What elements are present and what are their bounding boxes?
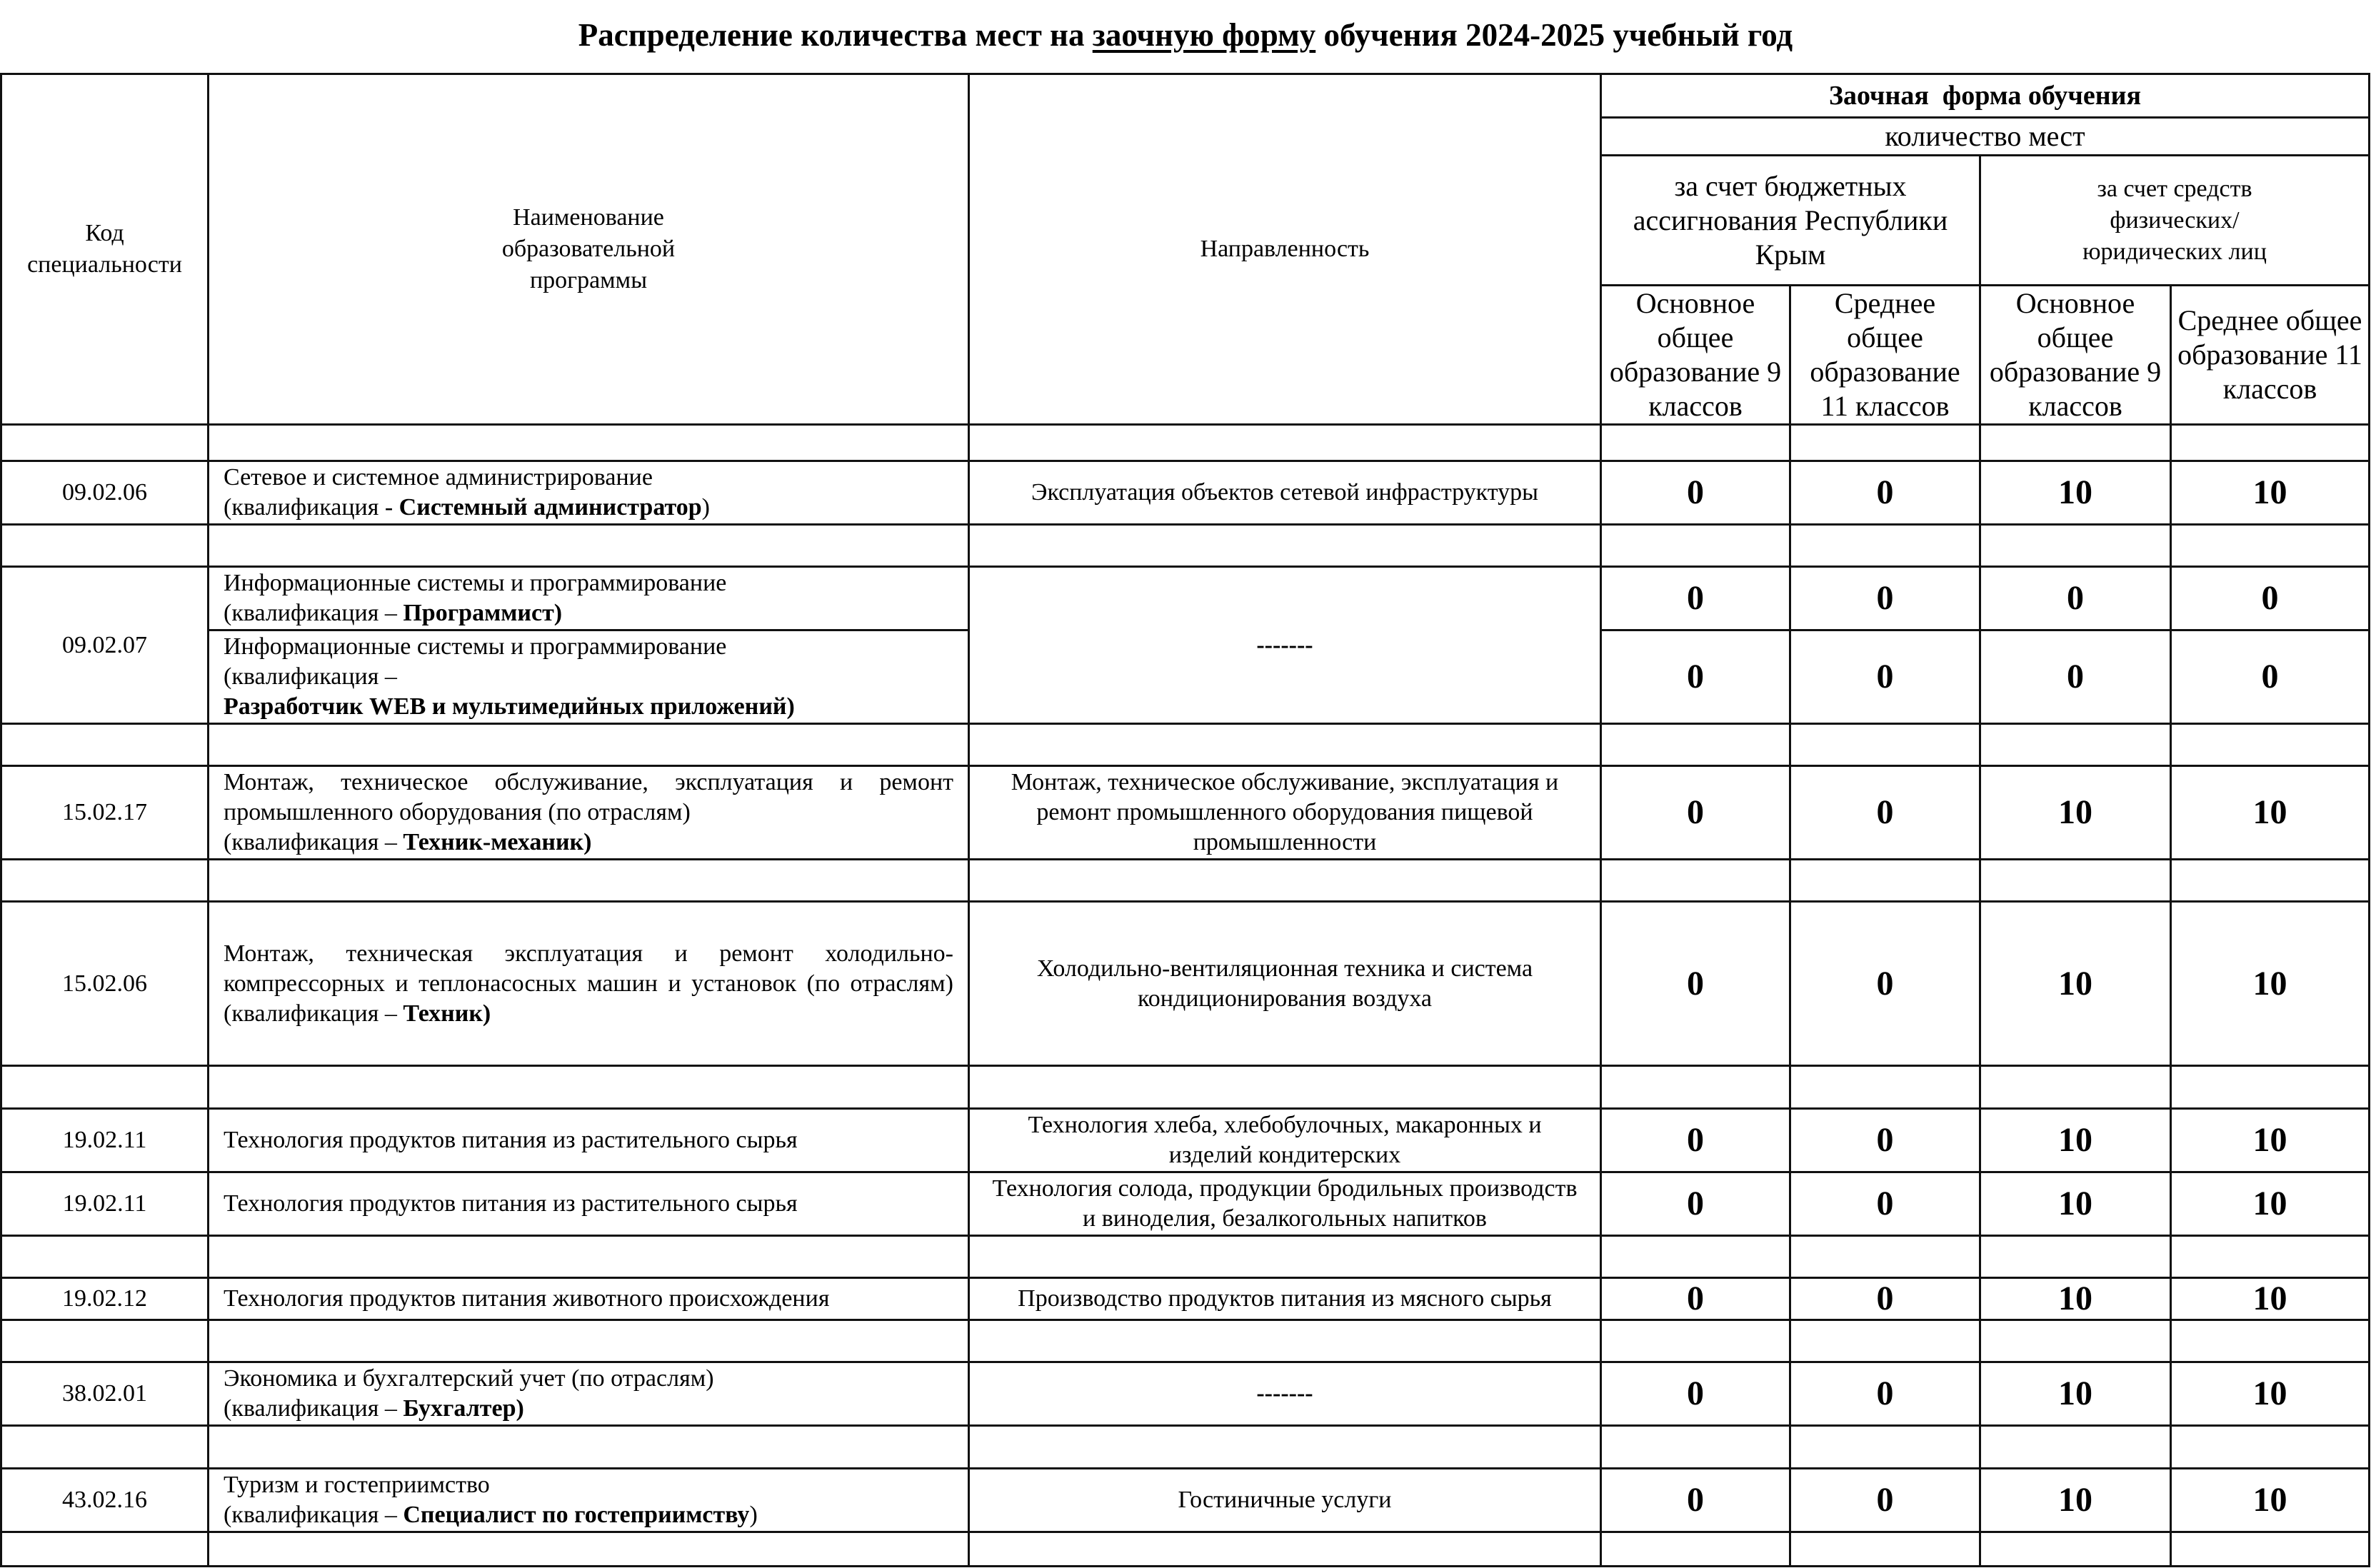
program-qualification [224, 1394, 953, 1424]
direction-text: Технология хлеба, хлебобулочных, макаронных и изделий кондитерских [1028, 1112, 1542, 1168]
table-row [1, 1278, 2370, 1320]
value-paid-9: 10 [1980, 1362, 2171, 1426]
value-budget-9: 0 [1601, 766, 1790, 860]
qual-prefix: (квалификация – [224, 600, 403, 626]
qual-suffix: ) [749, 1502, 758, 1528]
row-program: Технология продуктов питания из растительного сырья [209, 1172, 969, 1236]
value-paid-11: 10 [2171, 1362, 2370, 1426]
value-paid-9: 0 [1980, 567, 2171, 630]
qual-prefix: (квалификация – [224, 829, 403, 855]
value-budget-9: 0 [1601, 567, 1790, 630]
program-name: Экономика и бухгалтерский учет (по отраслям) [224, 1365, 714, 1392]
qual-name: Разработчик WEB и мультимедийных приложений) [224, 693, 795, 720]
value-paid-11: 10 [2171, 902, 2370, 1066]
spacer-row [1, 1426, 2370, 1469]
value-budget-11: 0 [1790, 902, 1980, 1066]
row-code: 09.02.06 [1, 461, 209, 525]
row-code: 43.02.16 [1, 1469, 209, 1532]
row-direction: ------- [969, 1362, 1601, 1426]
table-row [1, 1362, 2370, 1426]
row-direction: ------- [969, 567, 1601, 724]
spacer-row [1, 1236, 2370, 1278]
row-program [209, 461, 969, 525]
header-program-text: Наименование образовательной программы [501, 204, 676, 293]
header-form: Заочная форма обучения [1601, 74, 2370, 118]
row-code: 15.02.06 [1, 902, 209, 1066]
qual-prefix: (квалификация – [224, 1502, 403, 1528]
spacer-row [1, 1532, 2370, 1567]
header-paid-text: за счет средств физических/ юридических лиц [2082, 175, 2267, 265]
header-budget: за счет бюджетных ассигнования Республики Крым [1601, 156, 1980, 286]
qual-prefix: (квалификация – [224, 1395, 403, 1422]
row-direction: Гостиничные услуги [969, 1469, 1601, 1532]
spacer-row [1, 724, 2370, 766]
spacer-row [1, 860, 2370, 902]
value-paid-11: 10 [2171, 461, 2370, 525]
qual-prefix: (квалификация – [224, 1000, 403, 1027]
value-paid-11: 10 [2171, 766, 2370, 860]
value-budget-9: 0 [1601, 461, 1790, 525]
value-budget-11: 0 [1790, 766, 1980, 860]
row-program [209, 766, 969, 860]
table-row [1, 766, 2370, 860]
row-direction: Производство продуктов питания из мясного сырья [969, 1278, 1601, 1320]
header-col-4: Среднее общее образование 11 классов [2171, 286, 2370, 425]
direction-text: Технология солода, продукции бродильных производств и виноделия, безалкогольных напитков [992, 1175, 1578, 1232]
row-program: Технология продуктов питания животного происхождения [209, 1278, 969, 1320]
qual-name: Программист) [403, 600, 563, 626]
header-col-1: Основное общее образование 9 классов [1601, 286, 1790, 425]
value-paid-11: 0 [2171, 567, 2370, 630]
value-budget-9: 0 [1601, 630, 1790, 724]
qual-name: Техник) [403, 1000, 491, 1027]
header-paid [1980, 156, 2370, 286]
value-budget-11: 0 [1790, 1469, 1980, 1532]
value-paid-11: 10 [2171, 1109, 2370, 1172]
value-budget-9: 0 [1601, 1278, 1790, 1320]
row-program [209, 630, 969, 724]
table-row [1, 461, 2370, 525]
value-paid-9: 10 [1980, 461, 2171, 525]
row-code: 19.02.11 [1, 1109, 209, 1172]
header-col-3: Основное общее образование 9 классов [1980, 286, 2171, 425]
row-direction [969, 1172, 1601, 1236]
row-direction: Эксплуатация объектов сетевой инфраструктуры [969, 461, 1601, 525]
table-row [1, 1109, 2370, 1172]
value-paid-9: 10 [1980, 1109, 2171, 1172]
row-direction [969, 1109, 1601, 1172]
program-qualification [224, 598, 953, 628]
value-paid-9: 10 [1980, 1278, 2171, 1320]
qual-name: Бухгалтер) [403, 1395, 524, 1422]
row-direction: Монтаж, техническое обслуживание, эксплуатация и ремонт промышленного оборудования пищевой промышленности [969, 766, 1601, 860]
row-program [209, 567, 969, 630]
row-program: Технология продуктов питания из растительного сырья [209, 1109, 969, 1172]
header-code: Код специальности [1, 74, 209, 425]
value-paid-11: 0 [2171, 630, 2370, 724]
value-paid-9: 0 [1980, 630, 2171, 724]
program-name: Сетевое и системное администрирование [224, 464, 653, 491]
header-places: количество мест [1601, 118, 2370, 156]
table-row [1, 567, 2370, 630]
spacer-row [1, 1066, 2370, 1109]
page-title [0, 10, 2371, 60]
title-text-end: обучения 2024-2025 учебный год [1315, 17, 1793, 53]
value-paid-9: 10 [1980, 1172, 2171, 1236]
table-row [1, 1469, 2370, 1532]
value-paid-9: 10 [1980, 1469, 2171, 1532]
value-paid-9: 10 [1980, 766, 2171, 860]
direction-text: Холодильно-вентиляционная техника и система кондиционирования воздуха [1036, 955, 1533, 1012]
value-budget-11: 0 [1790, 1109, 1980, 1172]
row-code: 38.02.01 [1, 1362, 209, 1426]
title-underlined-text: заочную форму [1092, 17, 1316, 53]
value-paid-11: 10 [2171, 1469, 2370, 1532]
program-qualification [224, 493, 953, 523]
value-budget-11: 0 [1790, 1362, 1980, 1426]
value-budget-11: 0 [1790, 1278, 1980, 1320]
row-program [209, 1362, 969, 1426]
value-budget-9: 0 [1601, 1109, 1790, 1172]
value-budget-9: 0 [1601, 1469, 1790, 1532]
row-code: 19.02.11 [1, 1172, 209, 1236]
program-qualification [224, 1500, 953, 1530]
places-table [0, 73, 2370, 1567]
program-name: Информационные системы и программирование [224, 633, 727, 660]
qual-suffix: ) [701, 494, 710, 521]
qual-name: Системный администратор [398, 494, 702, 521]
row-direction [969, 902, 1601, 1066]
value-budget-11: 0 [1790, 1172, 1980, 1236]
qual-name: Специалист по гостеприимству [403, 1502, 750, 1528]
value-budget-9: 0 [1601, 1172, 1790, 1236]
table-row [1, 1172, 2370, 1236]
spacer-row [1, 1320, 2370, 1362]
qual-name: Техник-механик) [403, 829, 592, 855]
spacer-row [1, 425, 2370, 461]
value-budget-11: 0 [1790, 567, 1980, 630]
program-qualification [224, 828, 953, 858]
row-code: 15.02.17 [1, 766, 209, 860]
row-code: 19.02.12 [1, 1278, 209, 1320]
qual-prefix: (квалификация – [224, 663, 397, 690]
program-name: Туризм и гостеприимство [224, 1472, 490, 1498]
table-row [1, 902, 2370, 1066]
value-paid-11: 10 [2171, 1172, 2370, 1236]
value-budget-9: 0 [1601, 902, 1790, 1066]
program-name: Монтаж, техническая эксплуатация и ремонт холодильно-компрессорных и теплонасосных машин и установок (по отраслям) [224, 940, 953, 997]
header-col-2: Среднее общее образование 11 классов [1790, 286, 1980, 425]
program-name: Монтаж, техническое обслуживание, эксплуатация и ремонт промышленного оборудования (по отраслям) [224, 769, 953, 825]
qual-prefix: (квалификация - [224, 494, 399, 521]
spacer-row [1, 525, 2370, 567]
value-paid-11: 10 [2171, 1278, 2370, 1320]
row-code: 09.02.07 [1, 567, 209, 724]
program-name: Информационные системы и программирование [224, 570, 727, 596]
value-budget-11: 0 [1790, 461, 1980, 525]
header-direction: Направленность [969, 74, 1601, 425]
program-name-block [224, 939, 953, 1029]
value-budget-9: 0 [1601, 1362, 1790, 1426]
row-program [209, 902, 969, 1066]
row-program [209, 1469, 969, 1532]
header-program [209, 74, 969, 425]
value-budget-11: 0 [1790, 630, 1980, 724]
value-paid-9: 10 [1980, 902, 2171, 1066]
title-text-start: Распределение количества мест на [578, 17, 1093, 53]
